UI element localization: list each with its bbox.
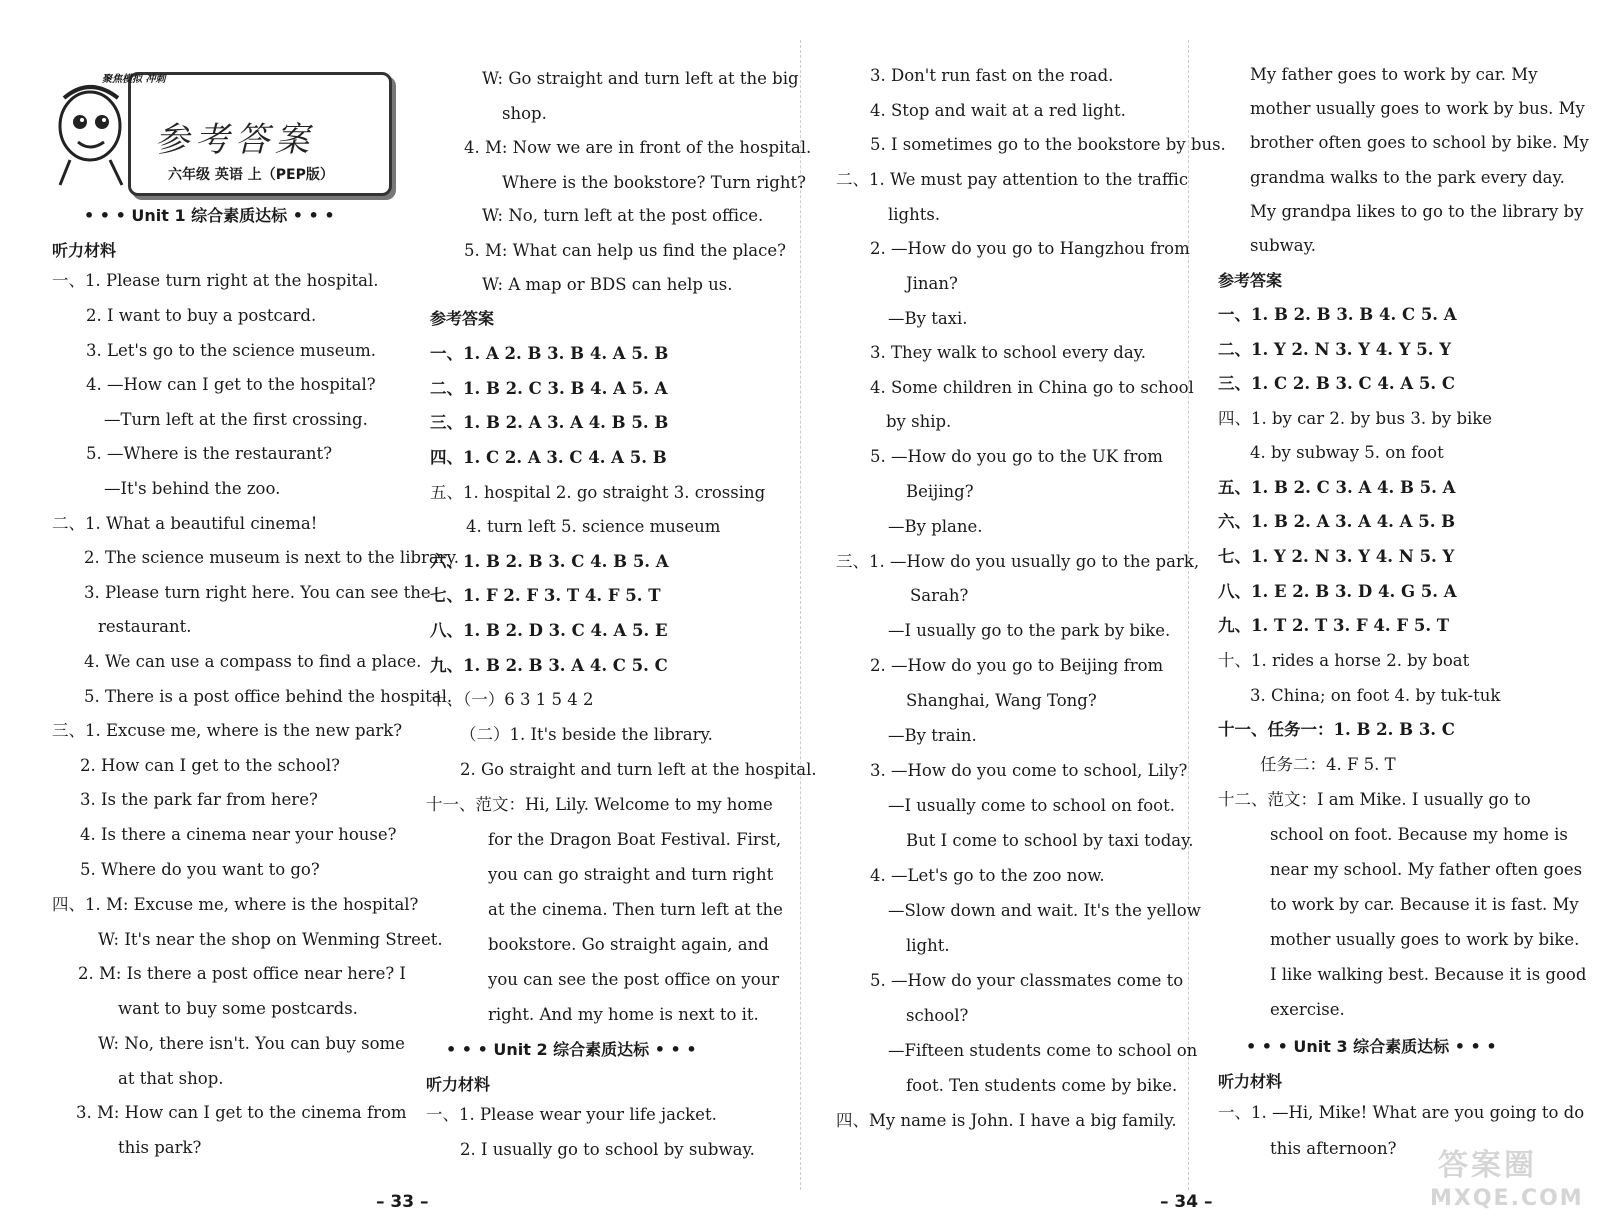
col2-line: 2. I usually go to school by subway. bbox=[460, 1140, 755, 1159]
col3-line: 2. —How do you go to Hangzhou from bbox=[870, 239, 1190, 258]
col4-line: 3. China; on foot 4. by tuk-tuk bbox=[1250, 686, 1501, 705]
col4-line: mother usually goes to work by bike. bbox=[1270, 930, 1580, 949]
col4-line: this afternoon? bbox=[1270, 1139, 1397, 1158]
col4-line: 十一、任务一：1. B 2. B 3. C bbox=[1218, 720, 1455, 739]
col1-line: 一、1. Please turn right at the hospital. bbox=[52, 271, 379, 290]
col3-line: 3. —How do you come to school, Lily? bbox=[870, 761, 1188, 780]
col4-line: My father goes to work by car. My bbox=[1250, 65, 1538, 84]
col2-line: 听力材料 bbox=[426, 1075, 491, 1094]
col3-line: 4. Stop and wait at a red light. bbox=[870, 101, 1126, 120]
col2-line: 九、1. B 2. B 3. A 4. C 5. C bbox=[430, 656, 668, 675]
col3-line: 3. Don't run fast on the road. bbox=[870, 66, 1114, 85]
watermark-bottom: MXQE.COM bbox=[1430, 1186, 1584, 1211]
col3-line: 4. Some children in China go to school bbox=[870, 378, 1194, 397]
col1-line: restaurant. bbox=[98, 617, 192, 636]
watermark-logo bbox=[1420, 1136, 1584, 1218]
col4-line: school on foot. Because my home is bbox=[1270, 825, 1568, 844]
col2-line: 5. M: What can help us find the place? bbox=[464, 241, 786, 260]
col3-line: Shanghai, Wang Tong? bbox=[906, 691, 1097, 710]
col4-line: 十二、范文：I am Mike. I usually go to bbox=[1218, 790, 1531, 809]
col4-line: 七、1. Y 2. N 3. Y 4. N 5. Y bbox=[1218, 547, 1455, 566]
col1-line: • • • Unit 1 综合素质达标 • • • bbox=[84, 206, 335, 225]
col1-line: 5. —Where is the restaurant? bbox=[86, 444, 333, 463]
answer-key-logo bbox=[50, 62, 388, 192]
col4-line: 听力材料 bbox=[1218, 1072, 1283, 1091]
col3-line: —I usually go to the park by bike. bbox=[888, 621, 1171, 640]
page-number-left: – 33 – bbox=[376, 1192, 429, 1212]
col1-line: 5. Where do you want to go? bbox=[80, 860, 320, 879]
col2-line: Where is the bookstore? Turn right? bbox=[502, 173, 806, 192]
col3-line: light. bbox=[906, 936, 950, 955]
col2-line: 一、1. A 2. B 3. B 4. A 5. B bbox=[430, 344, 669, 363]
col3-line: 4. —Let's go to the zoo now. bbox=[870, 866, 1105, 885]
col1-line: 2. I want to buy a postcard. bbox=[86, 306, 317, 325]
col3-line: 5. I sometimes go to the bookstore by bus. bbox=[870, 135, 1226, 154]
col3-line: But I come to school by taxi today. bbox=[906, 831, 1194, 850]
col1-line: 4. Is there a cinema near your house? bbox=[80, 825, 397, 844]
page-number-right: – 34 – bbox=[1160, 1192, 1213, 1212]
col3-line: lights. bbox=[888, 205, 941, 224]
col3-line: foot. Ten students come by bike. bbox=[906, 1076, 1178, 1095]
col2-line: 六、1. B 2. B 3. C 4. B 5. A bbox=[430, 552, 669, 571]
col4-line: 二、1. Y 2. N 3. Y 4. Y 5. Y bbox=[1218, 340, 1452, 359]
col4-line: exercise. bbox=[1270, 1000, 1345, 1019]
col4-line: 六、1. B 2. A 3. A 4. A 5. B bbox=[1218, 512, 1456, 531]
col2-line: at the cinema. Then turn left at the bbox=[488, 900, 783, 919]
col1-line: 2. M: Is there a post office near here? I bbox=[78, 964, 406, 983]
col3-line: Beijing? bbox=[906, 482, 974, 501]
col1-line: W: It's near the shop on Wenming Street. bbox=[98, 930, 443, 949]
col1-line: 听力材料 bbox=[52, 241, 117, 260]
col1-line: —It's behind the zoo. bbox=[104, 479, 281, 498]
col2-line: 十、（一）6 3 1 5 4 2 bbox=[430, 690, 594, 709]
col4-line: 三、1. C 2. B 3. C 4. A 5. C bbox=[1218, 374, 1455, 393]
col3-line: school? bbox=[906, 1006, 969, 1025]
col1-line: this park? bbox=[118, 1138, 202, 1157]
col2-line: you can see the post office on your bbox=[488, 970, 780, 989]
col3-line: Sarah? bbox=[910, 586, 969, 605]
col1-line: 二、1. What a beautiful cinema! bbox=[52, 514, 318, 533]
col4-line: 九、1. T 2. T 3. F 4. F 5. T bbox=[1218, 616, 1450, 635]
col1-line: —Turn left at the first crossing. bbox=[104, 410, 368, 429]
col3-line: 二、1. We must pay attention to the traffic bbox=[836, 170, 1189, 189]
col4-line: 任务二：4. F 5. T bbox=[1260, 755, 1396, 774]
col4-line: mother usually goes to work by bus. My bbox=[1250, 99, 1585, 118]
col3-line: —By train. bbox=[888, 726, 977, 745]
col2-line: 三、1. B 2. A 3. A 4. B 5. B bbox=[430, 413, 669, 432]
col2-line: 4. turn left 5. science museum bbox=[466, 517, 721, 536]
col3-line: 三、1. —How do you usually go to the park, bbox=[836, 552, 1200, 571]
col2-line: W: A map or BDS can help us. bbox=[482, 275, 733, 294]
col2-line: 五、1. hospital 2. go straight 3. crossing bbox=[430, 483, 766, 502]
col4-line: I like walking best. Because it is good bbox=[1270, 965, 1587, 984]
col1-line: 三、1. Excuse me, where is the new park? bbox=[52, 721, 403, 740]
col3-line: by ship. bbox=[886, 412, 952, 431]
page-title: 参考答案 bbox=[155, 120, 315, 160]
col3-line: 5. —How do your classmates come to bbox=[870, 971, 1184, 990]
col2-line: 十一、范文：Hi, Lily. Welcome to my home bbox=[426, 795, 773, 814]
col2-line: 参考答案 bbox=[430, 309, 495, 328]
col3-line: 2. —How do you go to Beijing from bbox=[870, 656, 1164, 675]
col2-line: （二）1. It's beside the library. bbox=[460, 725, 713, 744]
col3-line: —Fifteen students come to school on bbox=[888, 1041, 1198, 1060]
col4-line: subway. bbox=[1250, 236, 1316, 255]
col2-line: 八、1. B 2. D 3. C 4. A 5. E bbox=[430, 621, 668, 640]
col4-line: 一、1. —Hi, Mike! What are you going to do bbox=[1218, 1103, 1585, 1122]
col3-line: —By plane. bbox=[888, 517, 983, 536]
col2-line: right. And my home is next to it. bbox=[488, 1005, 759, 1024]
col2-line: W: Go straight and turn left at the big bbox=[482, 69, 799, 88]
col1-line: 5. There is a post office behind the hospital. bbox=[84, 687, 453, 706]
col1-line: 四、1. M: Excuse me, where is the hospital? bbox=[52, 895, 419, 914]
col4-line: to work by car. Because it is fast. My bbox=[1270, 895, 1579, 914]
col2-line: 四、1. C 2. A 3. C 4. A 5. B bbox=[430, 448, 667, 467]
col3-line: 5. —How do you go to the UK from bbox=[870, 447, 1163, 466]
col1-line: at that shop. bbox=[118, 1069, 224, 1088]
col2-line: shop. bbox=[502, 104, 547, 123]
col4-line: 五、1. B 2. C 3. A 4. B 5. A bbox=[1218, 478, 1456, 497]
logo-top-text: 聚焦模拟 冲刺 bbox=[102, 74, 166, 85]
col3-line: —Slow down and wait. It's the yellow bbox=[888, 901, 1201, 920]
col1-line: want to buy some postcards. bbox=[118, 999, 358, 1018]
col2-line: for the Dragon Boat Festival. First, bbox=[488, 830, 782, 849]
col1-line: 3. Is the park far from here? bbox=[80, 790, 318, 809]
col4-line: 四、1. by car 2. by bus 3. by bike bbox=[1218, 409, 1493, 428]
col3-line: Jinan? bbox=[906, 274, 958, 293]
col3-line: 3. They walk to school every day. bbox=[870, 343, 1147, 362]
col2-line: 2. Go straight and turn left at the hospital. bbox=[460, 760, 817, 779]
page-subtitle: 六年级 英语 上（PEP版） bbox=[168, 167, 334, 183]
col4-line: 参考答案 bbox=[1218, 271, 1283, 290]
col1-line: W: No, there isn't. You can buy some bbox=[98, 1034, 405, 1053]
watermark-top: 答案圈 bbox=[1438, 1148, 1537, 1183]
mascot-icon bbox=[50, 80, 130, 190]
col2-line: 4. M: Now we are in front of the hospital. bbox=[464, 138, 812, 157]
col3-line: —By taxi. bbox=[888, 309, 968, 328]
col1-line: 2. The science museum is next to the library. bbox=[84, 548, 460, 567]
col4-line: 十、1. rides a horse 2. by boat bbox=[1218, 651, 1470, 670]
col2-line: 七、1. F 2. F 3. T 4. F 5. T bbox=[430, 586, 661, 605]
col4-line: grandma walks to the park every day. bbox=[1250, 168, 1565, 187]
col1-line: 3. M: How can I get to the cinema from bbox=[76, 1103, 407, 1122]
col3-line: 四、My name is John. I have a big family. bbox=[836, 1111, 1177, 1130]
page-divider bbox=[800, 40, 801, 1190]
col4-line: 八、1. E 2. B 3. D 4. G 5. A bbox=[1218, 582, 1457, 601]
col2-line: bookstore. Go straight again, and bbox=[488, 935, 769, 954]
col2-line: you can go straight and turn right bbox=[488, 865, 774, 884]
col4-line: 一、1. B 2. B 3. B 4. C 5. A bbox=[1218, 305, 1457, 324]
column-divider bbox=[1188, 40, 1189, 1190]
col1-line: 4. We can use a compass to find a place. bbox=[84, 652, 422, 671]
col1-line: 3. Please turn right here. You can see the bbox=[84, 583, 431, 602]
col4-line: brother often goes to school by bike. My bbox=[1250, 133, 1589, 152]
col1-line: 3. Let's go to the science museum. bbox=[86, 341, 377, 360]
col2-line: • • • Unit 2 综合素质达标 • • • bbox=[446, 1040, 697, 1059]
col3-line: —I usually come to school on foot. bbox=[888, 796, 1175, 815]
col2-line: W: No, turn left at the post office. bbox=[482, 206, 764, 225]
col1-line: 2. How can I get to the school? bbox=[80, 756, 340, 775]
col4-line: • • • Unit 3 综合素质达标 • • • bbox=[1246, 1037, 1497, 1056]
col4-line: My grandpa likes to go to the library by bbox=[1250, 202, 1584, 221]
col2-line: 二、1. B 2. C 3. B 4. A 5. A bbox=[430, 379, 668, 398]
col4-line: near my school. My father often goes bbox=[1270, 860, 1583, 879]
col4-line: 4. by subway 5. on foot bbox=[1250, 443, 1444, 462]
col1-line: 4. —How can I get to the hospital? bbox=[86, 375, 376, 394]
col2-line: 一、1. Please wear your life jacket. bbox=[426, 1105, 717, 1124]
